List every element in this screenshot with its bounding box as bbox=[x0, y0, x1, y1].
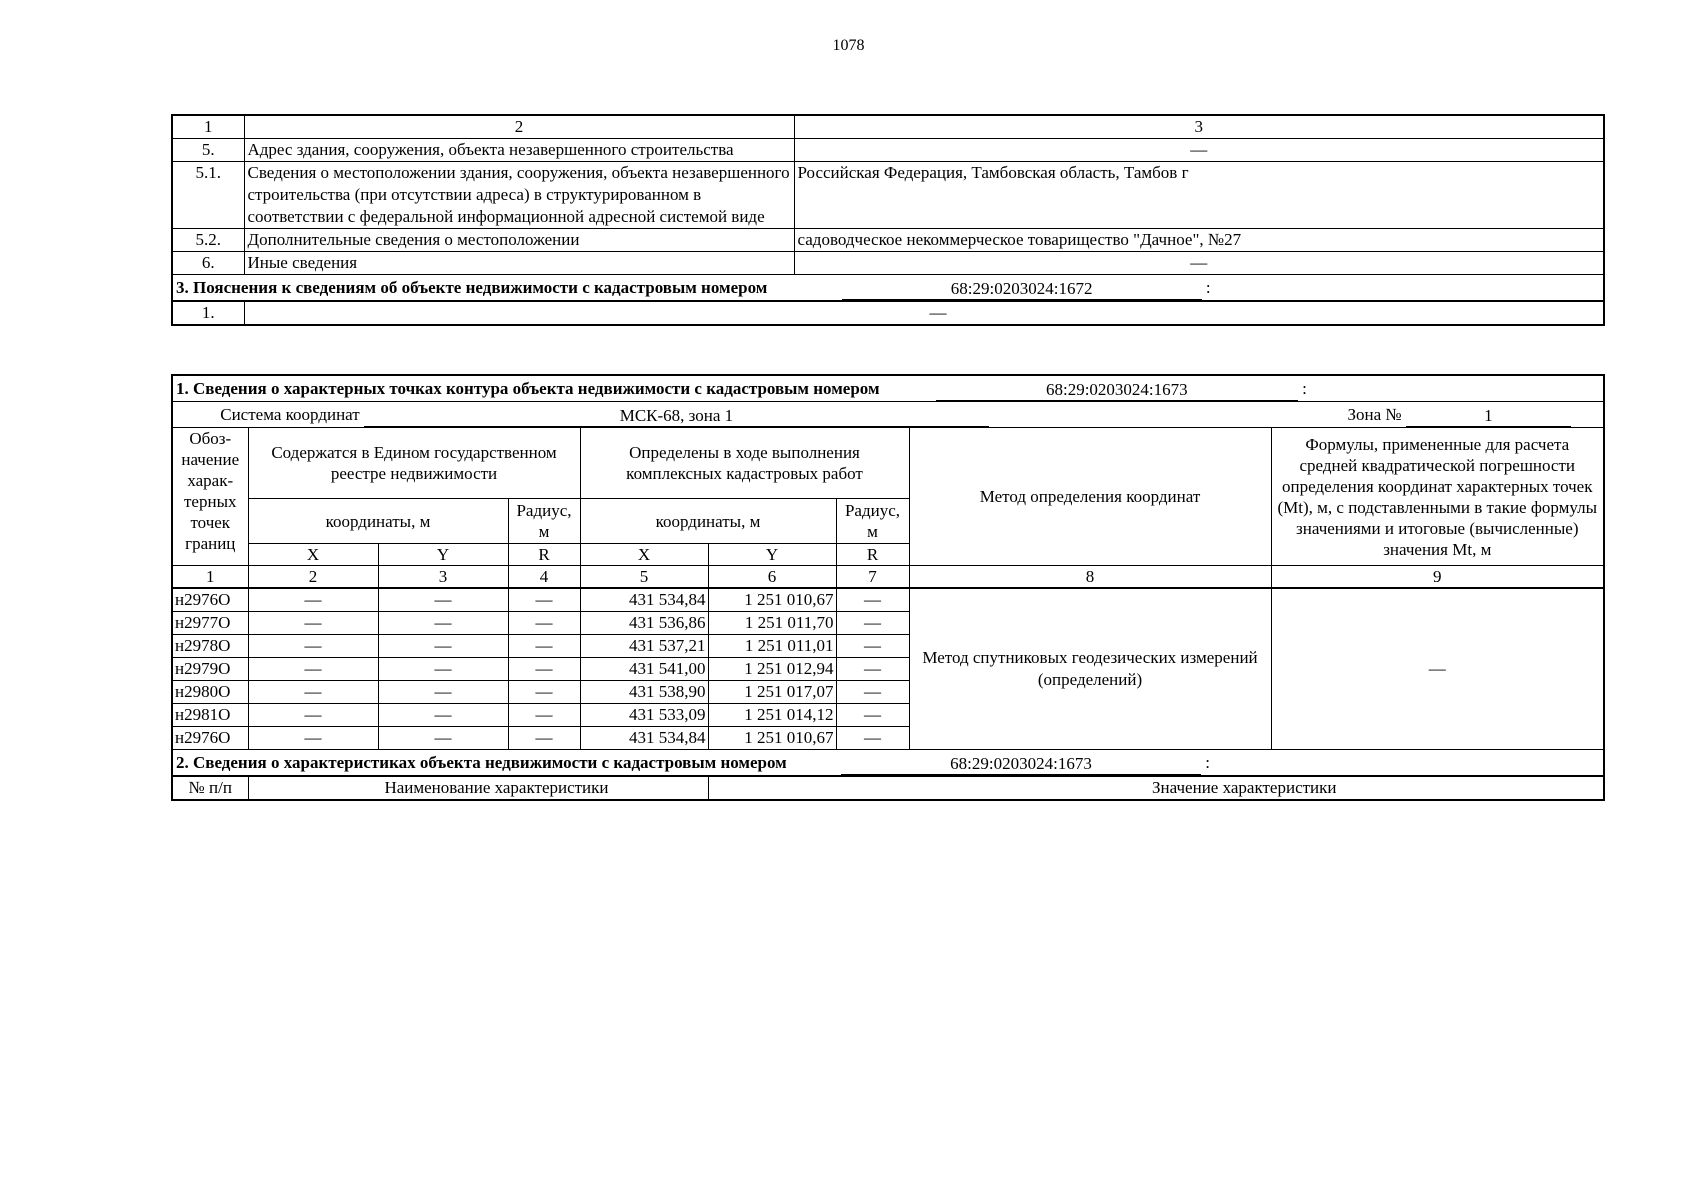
row-value: Российская Федерация, Тамбовская область, Тамбов г bbox=[794, 162, 1604, 229]
point-y: 1 251 017,07 bbox=[708, 681, 836, 704]
header-x-egrn: X bbox=[248, 544, 378, 566]
object-info-table bbox=[171, 114, 1605, 326]
row-number: 6. bbox=[172, 252, 244, 275]
point-name: н2980О bbox=[172, 681, 248, 704]
point-y: 1 251 010,67 bbox=[708, 727, 836, 750]
point-y-egrn: — bbox=[378, 681, 508, 704]
point-x: 431 537,21 bbox=[580, 635, 708, 658]
point-x: 431 538,90 bbox=[580, 681, 708, 704]
column-number-row bbox=[172, 115, 1604, 139]
point-x: 431 536,86 bbox=[580, 612, 708, 635]
section-1-header bbox=[172, 375, 1604, 402]
header-x-kkr: X bbox=[580, 544, 708, 566]
section-2-colon: : bbox=[1205, 753, 1210, 772]
table-row bbox=[172, 229, 1604, 252]
point-name: н2979О bbox=[172, 658, 248, 681]
col-value-header: Значение характеристики bbox=[708, 776, 1604, 800]
col-number-7: 7 bbox=[836, 566, 909, 589]
point-r-egrn: — bbox=[508, 612, 580, 635]
point-r: — bbox=[836, 704, 909, 727]
col-number-9: 9 bbox=[1271, 566, 1604, 589]
row-label: Иные сведения bbox=[244, 252, 794, 275]
row-label: Дополнительные сведения о местоположении bbox=[244, 229, 794, 252]
header-kkr: Определены в ходе выполнения комплексных кадастровых работ bbox=[580, 428, 909, 499]
col-number-2: 2 bbox=[244, 115, 794, 139]
coord-system-row bbox=[172, 402, 1604, 428]
col-name-header: Наименование характеристики bbox=[248, 776, 708, 800]
column-number-row bbox=[172, 566, 1604, 589]
table-row bbox=[172, 252, 1604, 275]
point-y: 1 251 012,94 bbox=[708, 658, 836, 681]
header-radius-egrn: Радиус, м bbox=[508, 499, 580, 544]
header-y-kkr: Y bbox=[708, 544, 836, 566]
row-number: 1. bbox=[172, 301, 244, 325]
row-label: Адрес здания, сооружения, объекта незавершенного строительства bbox=[244, 139, 794, 162]
point-x-egrn: — bbox=[248, 588, 378, 612]
col-number-6: 6 bbox=[708, 566, 836, 589]
row-label: Сведения о местоположении здания, сооружения, объекта незавершенного строительства (при отсутствии адреса) в структурированном в соответствии с федеральной информационной адресной системой виде bbox=[244, 162, 794, 229]
zone-value: 1 bbox=[1406, 406, 1571, 427]
point-r-egrn: — bbox=[508, 588, 580, 612]
point-x-egrn: — bbox=[248, 704, 378, 727]
point-r-egrn: — bbox=[508, 704, 580, 727]
point-y: 1 251 011,01 bbox=[708, 635, 836, 658]
header-coords-egrn: координаты, м bbox=[248, 499, 508, 544]
header-formulas: Формулы, примененные для расчета средней квадратической погрешности определения координат характерных точек (Mt), м, с подставленными в такие формулы значениями и итоговые (вычисленные) значения Mt, м bbox=[1271, 428, 1604, 566]
header-method: Метод определения координат bbox=[909, 428, 1271, 566]
table-row bbox=[172, 588, 1604, 612]
point-x-egrn: — bbox=[248, 658, 378, 681]
col-number-8: 8 bbox=[909, 566, 1271, 589]
header-r-egrn: R bbox=[508, 544, 580, 566]
point-y: 1 251 014,12 bbox=[708, 704, 836, 727]
point-r: — bbox=[836, 727, 909, 750]
section-1-title: 1. Сведения о характерных точках контура объекта недвижимости с кадастровым номером bbox=[176, 379, 880, 398]
header-designation: Обоз- начение харак- терных точек границ bbox=[172, 428, 248, 566]
point-name: н2976О bbox=[172, 588, 248, 612]
point-r: — bbox=[836, 635, 909, 658]
table-row bbox=[172, 162, 1604, 229]
point-r: — bbox=[836, 588, 909, 612]
col-number-1: 1 bbox=[172, 115, 244, 139]
section-1-colon: : bbox=[1302, 379, 1307, 398]
points-table bbox=[171, 374, 1605, 801]
method-value: Метод спутниковых геодезических измерений (определений) bbox=[909, 588, 1271, 750]
point-r-egrn: — bbox=[508, 635, 580, 658]
point-r-egrn: — bbox=[508, 681, 580, 704]
col-number-5: 5 bbox=[580, 566, 708, 589]
row-number: 5.1. bbox=[172, 162, 244, 229]
point-name: н2976О bbox=[172, 727, 248, 750]
point-x-egrn: — bbox=[248, 727, 378, 750]
section-3-colon: : bbox=[1205, 278, 1211, 297]
point-x-egrn: — bbox=[248, 612, 378, 635]
point-x: 431 541,00 bbox=[580, 658, 708, 681]
section-1-cadastral-number: 68:29:0203024:1673 bbox=[936, 380, 1298, 401]
point-y-egrn: — bbox=[378, 727, 508, 750]
point-x: 431 534,84 bbox=[580, 588, 708, 612]
section-2-cadastral-number: 68:29:0203024:1673 bbox=[841, 754, 1201, 775]
header-coords-kkr: координаты, м bbox=[580, 499, 836, 544]
zone-label: Зона № bbox=[1347, 405, 1402, 424]
point-name: н2977О bbox=[172, 612, 248, 635]
col-number-3: 3 bbox=[794, 115, 1604, 139]
col-num-header: № п/п bbox=[172, 776, 248, 800]
section-3-header bbox=[172, 275, 1604, 302]
header-r-kkr: R bbox=[836, 544, 909, 566]
coord-system-label: Система координат bbox=[220, 405, 360, 424]
point-x: 431 534,84 bbox=[580, 727, 708, 750]
point-y-egrn: — bbox=[378, 635, 508, 658]
point-r-egrn: — bbox=[508, 727, 580, 750]
row-value: — bbox=[794, 139, 1604, 162]
table-row bbox=[172, 301, 1604, 325]
point-y-egrn: — bbox=[378, 612, 508, 635]
point-name: н2981О bbox=[172, 704, 248, 727]
point-y: 1 251 010,67 bbox=[708, 588, 836, 612]
point-x: 431 533,09 bbox=[580, 704, 708, 727]
col-number-3: 3 bbox=[378, 566, 508, 589]
characteristics-header-row bbox=[172, 776, 1604, 800]
point-y-egrn: — bbox=[378, 658, 508, 681]
point-x-egrn: — bbox=[248, 635, 378, 658]
point-name: н2978О bbox=[172, 635, 248, 658]
point-r: — bbox=[836, 681, 909, 704]
section-3-title: 3. Пояснения к сведениям об объекте недвижимости с кадастровым номером bbox=[176, 278, 768, 297]
col-number-1: 1 bbox=[172, 566, 248, 589]
header-egrn: Содержатся в Едином государственном реестре недвижимости bbox=[248, 428, 580, 499]
point-y: 1 251 011,70 bbox=[708, 612, 836, 635]
row-value: садоводческое некоммерческое товарищество "Дачное", №27 bbox=[794, 229, 1604, 252]
header-y-egrn: Y bbox=[378, 544, 508, 566]
section-2-title: 2. Сведения о характеристиках объекта недвижимости с кадастровым номером bbox=[176, 753, 787, 772]
header-row-1 bbox=[172, 428, 1604, 499]
table-row bbox=[172, 139, 1604, 162]
point-r: — bbox=[836, 612, 909, 635]
point-x-egrn: — bbox=[248, 681, 378, 704]
col-number-2: 2 bbox=[248, 566, 378, 589]
row-value: — bbox=[244, 301, 1604, 325]
row-number: 5.2. bbox=[172, 229, 244, 252]
row-number: 5. bbox=[172, 139, 244, 162]
point-r-egrn: — bbox=[508, 658, 580, 681]
point-r: — bbox=[836, 658, 909, 681]
formulas-value: — bbox=[1271, 588, 1604, 750]
point-y-egrn: — bbox=[378, 588, 508, 612]
row-value: — bbox=[794, 252, 1604, 275]
coord-system-value: МСК-68, зона 1 bbox=[364, 406, 989, 427]
col-number-4: 4 bbox=[508, 566, 580, 589]
page-number: 1078 bbox=[832, 37, 865, 54]
point-y-egrn: — bbox=[378, 704, 508, 727]
section-3-cadastral-number: 68:29:0203024:1672 bbox=[842, 279, 1202, 300]
section-2-header bbox=[172, 750, 1604, 777]
header-radius-kkr: Радиус, м bbox=[836, 499, 909, 544]
